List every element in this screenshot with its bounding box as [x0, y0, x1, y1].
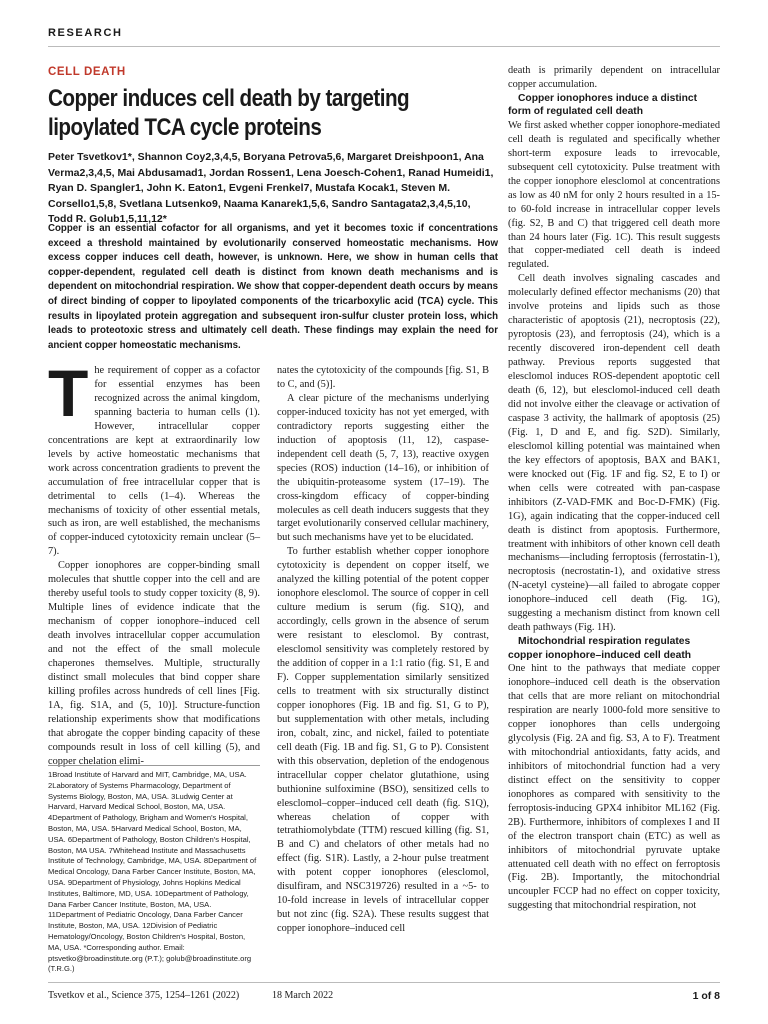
drop-cap: T: [48, 356, 89, 430]
section-label: RESEARCH: [48, 27, 123, 39]
body-column-1: [48, 356, 260, 769]
section-heading: Copper ionophores induce a distinct form of regulated cell death: [508, 92, 698, 118]
paragraph: One hint to the pathways that mediate copper ionophore–induced cell death is the observation that cells that are more reliant on mitochondrial respiration are nearly 1000-fold more sensitive to copper ionophores than cells undergoing glycolysis (Fig. 2A and fig. S3, A to F). Treatment with mitochondrial antioxidants, fatty acids, and inhibitors of mitochondrial function had a very distinct effect on the sensitivity to copper ionophores as compared with sensitivity to the ferroptosis-inducing GPX4 inhibitor ML162 (Fig. 2B). Furthermore, inhibitors of complexes I and II of the electron transport chain (ETC) as well as inhibitors of mitochondrial pyruvate uptake attenuated cell death with no effect on ferroptosis (Fig. 2B). Importantly, the mitochondrial uncoupler FCCP had no effect on copper toxicity, suggesting that mitochondrial respiration, not: [508, 663, 720, 912]
footer-divider: [48, 982, 720, 983]
header-divider: [48, 46, 720, 47]
paragraph: To further establish whether copper ionophore cytotoxicity is dependent on copper itself, we analyzed the killing potential of the potent copper ionophore elesclomol. The source of copper in cell culture medium is serum (fig. S1Q), and accordingly, cells grown in the absence of serum were resistant to elesclomol. By contrast, elesclomol sensitivity was completely restored by the addition of copper in a 1:1 ratio (fig. S1, E and F). Copper supplementation similarly sensitized cells to treatment with six structurally distinct copper ionophores (Fig. 1B and fig. S1, G to P), but supplementation with other metals, including iron, cobalt, zinc, and nickel, failed to potentiate cell death (Fig. 1B and fig. S1, G to P). Consistent with this observation, depletion of the endogenous intracellular copper chelator glutathione, using buthionine sulfoximine (BSO), sensitized cells to elesclomol–copper–induced cell death (fig. S1Q), whereas chelation of copper with tetrathiomolybdate (TTM) rescued killing (fig. S1, B and C) and chelators of other metals had no effect (fig. S1R). Lastly, a 2-hour pulse treatment with potent copper ionophores (elesclomol, disulfiram, and NSC319726) resulted in a ~5- to 10-fold increase in levels of intracellular copper but not zinc (fig. S2A). These results suggest that copper ionophore–induced cell: [277, 546, 489, 935]
section-heading: Mitochondrial respiration regulates copper ionophore–induced cell death: [508, 636, 692, 661]
paragraph: A clear picture of the mechanisms underlying copper-induced toxicity has not yet emerged, with contradictory reports suggesting either the induction of apoptosis (11, 12), caspase-independent cell death (5, 7, 13), reactive oxygen species (ROS) induction (14–16), or inhibition of the ubiquitin-proteasome system (17–19). The cross-kingdom efficacy of copper-binding molecules as cell death inducers suggests that they target evolutionarily conserved cellular machinery, but such mechanisms have yet to be elucidated.: [277, 392, 489, 544]
footer-citation: Tsvetkov et al., Science 375, 1254–1261 (2022): [48, 990, 240, 1001]
article-title: Copper induces cell death by targeting lipoylated TCA cycle proteins: [48, 85, 410, 141]
paragraph: Cell death involves signaling cascades and molecularly defined effector mechanisms (20) that involve proteins and lipids such as those characteristic of apoptosis (21), necroptosis (22), pyroptosis (23), and ferroptosis (24), which is a recently discovered iron-dependent cell death pathway. Previous reports suggested that elesclomol induces ROS-dependent apoptotic cell death (6, 12), but elesclomol-induced cell death did not involve either the cleavage or activation of caspase 3 activity, the hallmark of apoptosis (25) (Fig. 1, D and E, and fig. S2D). Similarly, elesclomol killing potential was maintained when the key effectors of apoptosis, BAX and BAK1, were knocked out (Fig. 1F and fig. S2, E to I) or when cells were cotreated with pan-caspase inhibitors (Z-VAD-FMK and Boc-D-FMK) (Fig. 1G), again indicating that the copper-induced cell death is distinct from apoptosis. Furthermore, treatment with inhibitors of other known cell death mechanisms—including ferroptosis (ferrostatin-1), necroptosis (necrostatin-1), and oxidative stress (N-acetyl cysteine)—all failed to abrogate copper ionophore–induced cell death (Fig. 1G), suggesting a mechanism distinct from known cell death pathways (Fig. 1H).: [508, 273, 720, 634]
paragraph: he requirement of copper as a cofactor for essential enzymes has been recognized across the animal kingdom, spanning bacteria to human cells (1). However, intracellular copper concentrations are kept at extraordinarily low levels by active homeostatic mechanisms that work across concentration gradients to prevent the accumulation of free intracellular copper that is detrimental to cells (1–4). Whereas the mechanisms of toxicity of other essential metals, such as iron, are well established, the mechanisms of copper-induced cytotoxicity remain unclear (5–7).: [48, 365, 260, 558]
body-column-2: [277, 364, 489, 936]
page-number: 1 of 8: [692, 990, 720, 1002]
paragraph: We first asked whether copper ionophore-mediated cell death is regulated and specifically whether short-term exposure leads to irrevocable, subsequent cell cytotoxicity. Pulse treatment with the copper ionophore elesclomol at concentrations as low as 40 nM for only 2 hours resulted in a 15- to 60-fold increase in intracellular copper levels (fig. S2, B and C) that triggered cell death more than 24 hours later (Fig. 1C). This result suggests that copper-mediated cell death is indeed regulated.: [508, 119, 720, 271]
abstract: Copper is an essential cofactor for all organisms, and yet it becomes toxic if concentrations exceed a threshold maintained by evolutionarily conserved homeostatic mechanisms. How excess copper induces cell death, however, is unknown. Here, we show in human cells that copper-dependent, regulated cell death is distinct from known death mechanisms and is dependent on mitochondrial respiration. We show that copper-dependent death occurs by means of direct binding of copper to lipoylated components of the tricarboxylic acid (TCA) cycle. This results in lipoylated protein aggregation and subsequent iron-sulfur cluster protein loss, which leads to proteotoxic stress and ultimately cell death. These findings may explain the need for ancient copper homeostatic mechanisms.: [48, 223, 498, 351]
article-category: CELL DEATH: [48, 66, 126, 78]
footer-date: 18 March 2022: [272, 990, 334, 1001]
author-list: Peter Tsvetkov1*, Shannon Coy2,3,4,5, Boryana Petrova5,6, Margaret Dreishpoon1, Ana Verma2,3,4,5, Mai Abdusamad1, Jordan Rossen1, Lena Joesch-Cohen1, Ranad Humeidi1, Ryan D. Spangler1, John K. Eaton1, Evgeni Frenkel7, Mustafa Kocak1, Steven M. Corsello1,5,8, Svetlana Lutsenko9, Naama Kanarek1,5,6, Sandro Santagata2,3,4,5,10, Todd R. Golub1,5,11,12*: [48, 151, 494, 225]
paragraph: Copper ionophores are copper-binding small molecules that shuttle copper into the cell and are thereby useful tools to study copper toxicity (8, 9). Multiple lines of evidence indicate that the mechanism of copper ionophore–induced cell death involves intracellular copper accumulation and not the effect of the small molecule chaperones themselves. Multiple, structurally distinct small molecules that bind copper share killing profiles across hundreds of cell lines [Fig. 1A, fig. S1A, and (5, 10)]. Structure-function relationship experiments show that modifications that abrogate the copper binding capacity of these compounds result in loss of cell killing (5), and copper chelation elimi-: [48, 560, 260, 767]
footnote-divider: [48, 765, 260, 766]
body-column-3: [508, 64, 720, 913]
affiliations-footnote: 1Broad Institute of Harvard and MIT, Cambridge, MA, USA. 2Laboratory of Systems Pharmacology, Department of Systems Biology, Boston, MA, USA. 3Ludwig Center at Harvard, Harvard Medical School, Boston, MA, USA. 4Department of Pathology, Brigham and Women's Hospital, Boston, MA, USA. 5Harvard Medical School, Boston, MA, USA. 6Department of Pathology, Boston Children's Hospital, Boston, MA USA. 7Whitehead Institute and Massachusetts Institute of Technology, Cambridge, MA, USA. 8Department of Medical Oncology, Dana Farber Cancer Institute, Boston, MA, USA. 9Department of Physiology, Johns Hopkins Medical Institutes, Baltimore, MD, USA. 10Department of Pathology, Dana Farber Cancer Institute, Boston, MA, USA. 11Department of Pediatric Oncology, Dana Farber Cancer Institute, Boston, MA, USA. 12Division of Pediatric Hematology/Oncology, Boston Children's Hospital, Boston, MA, USA. *Corresponding author. Email: ptsvetko@broadinstitute.org (P.T.); golub@broadinstitute.org (T.R.G.): [48, 770, 257, 974]
paragraph: death is primarily dependent on intracellular copper accumulation.: [508, 65, 720, 90]
paragraph: nates the cytotoxicity of the compounds [fig. S1, B to C, and (5)].: [277, 365, 489, 390]
